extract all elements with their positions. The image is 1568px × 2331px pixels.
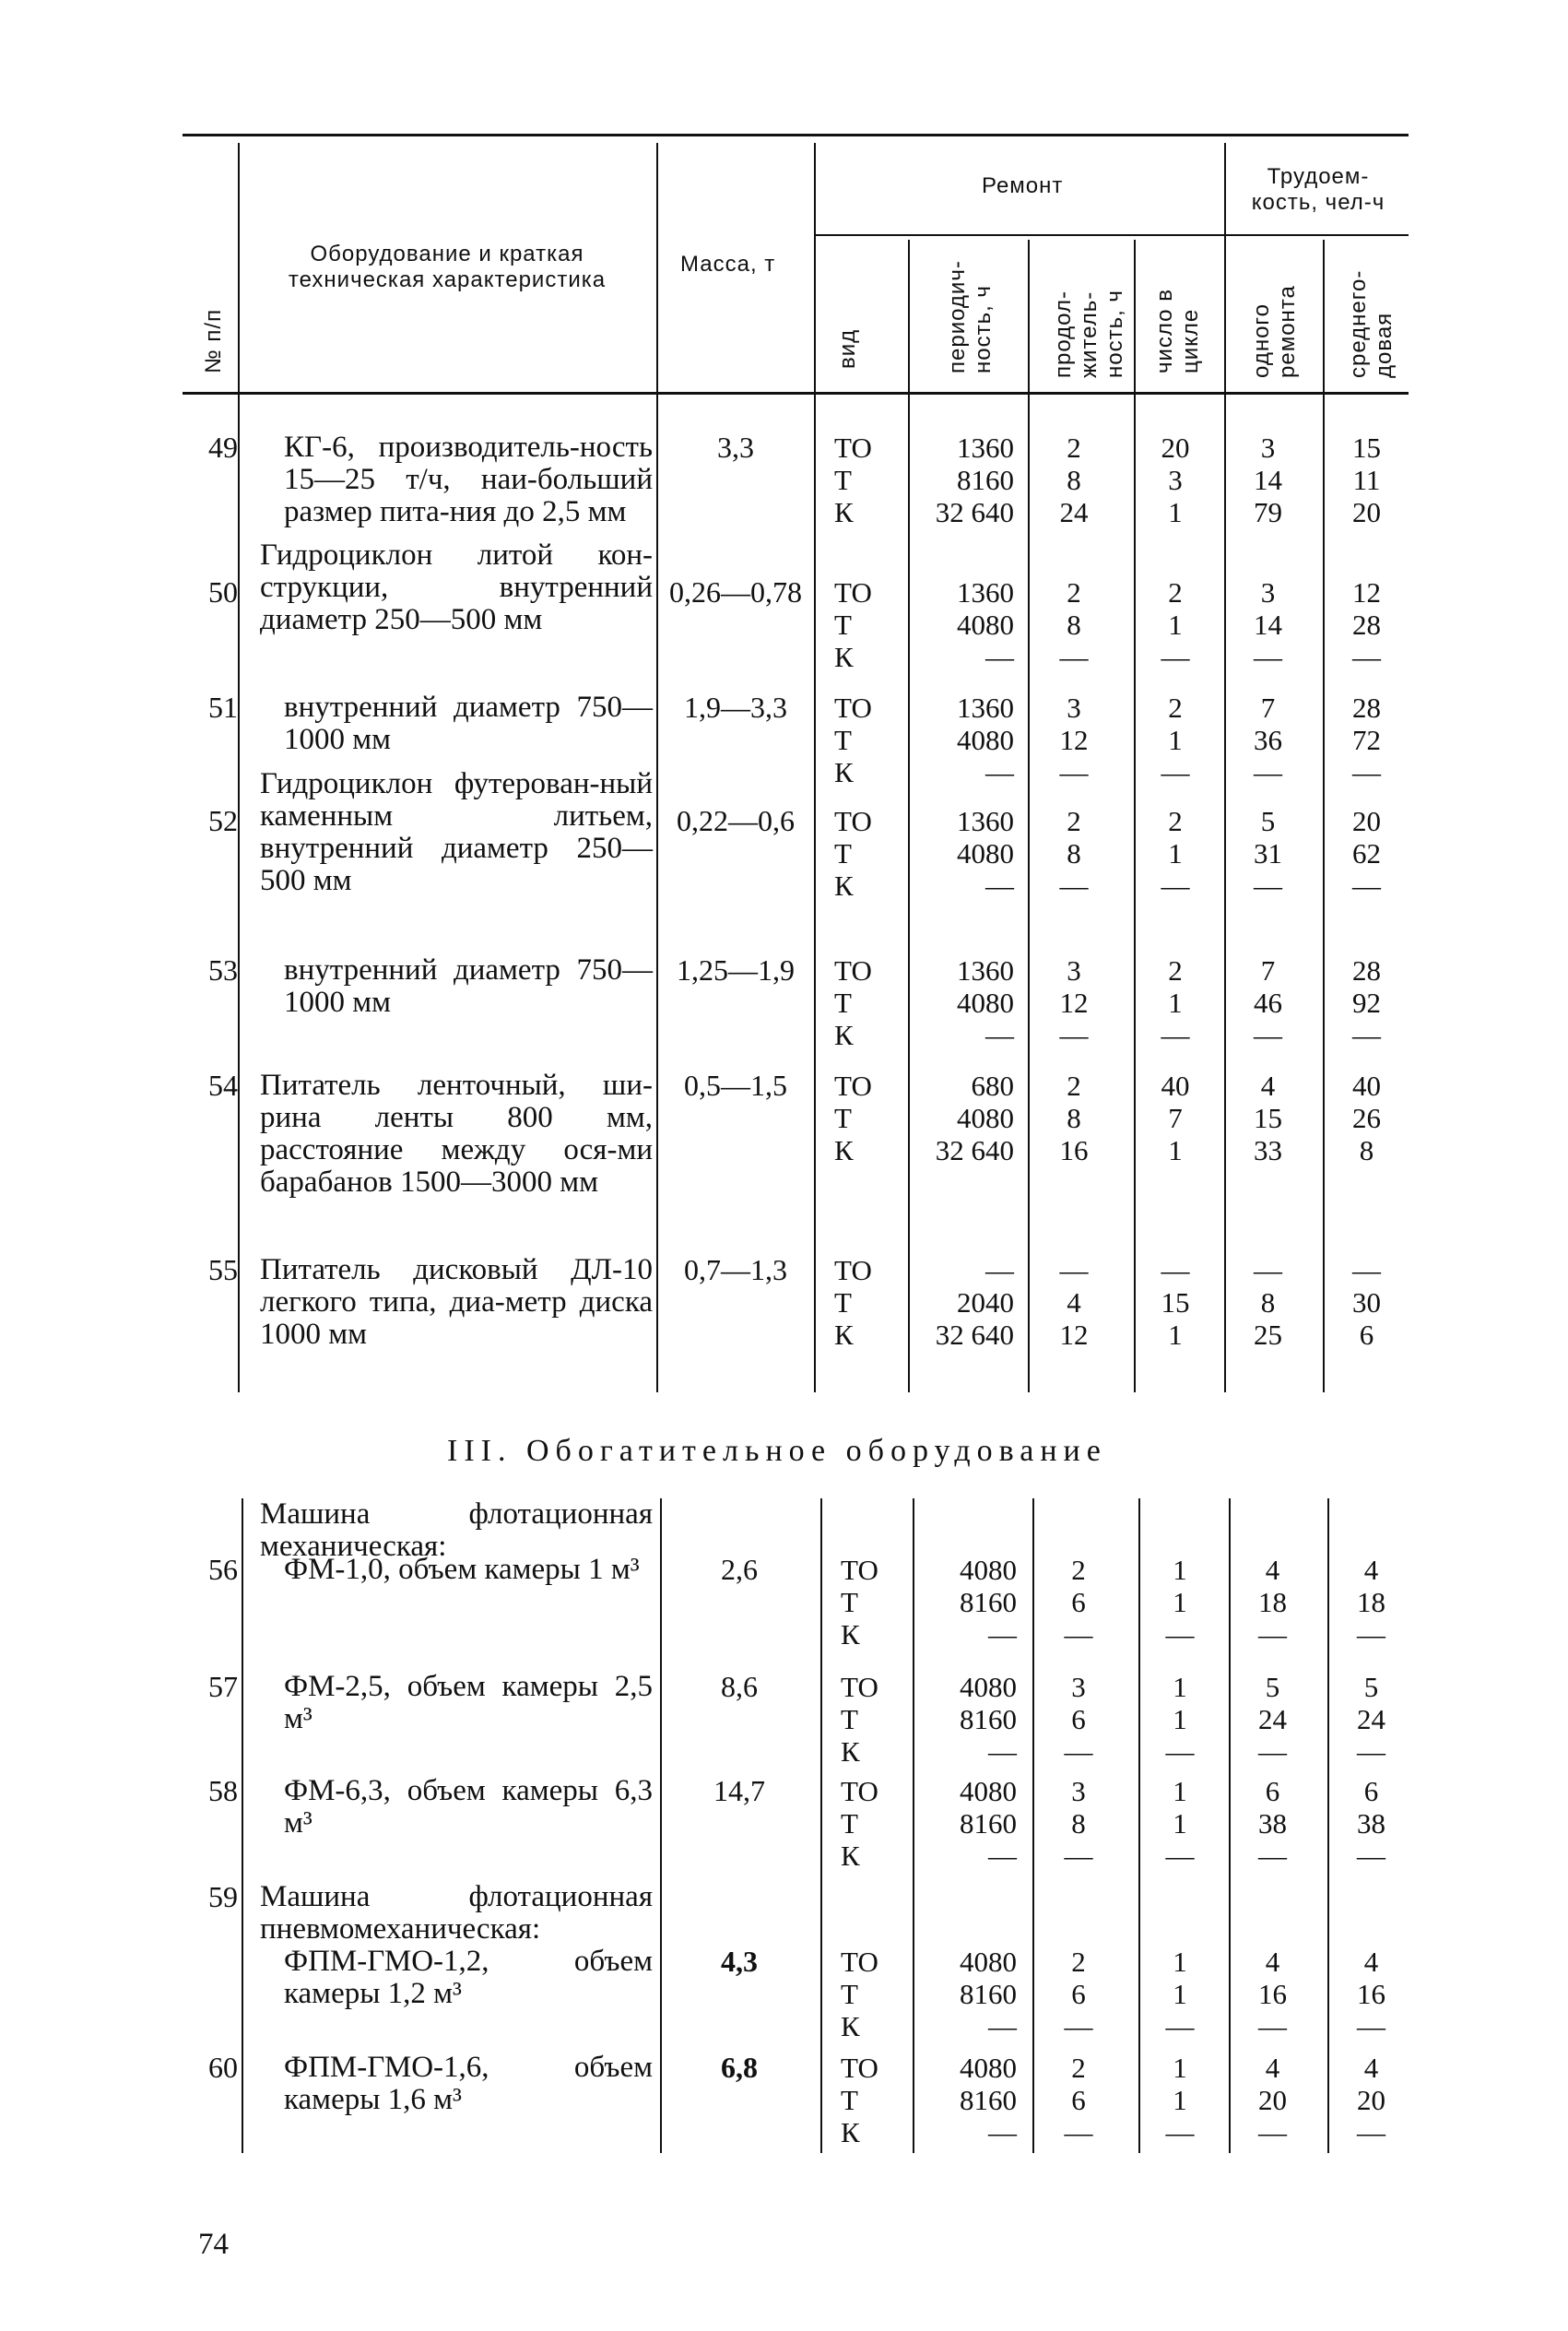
- cycle-count: —: [1161, 1019, 1190, 1051]
- repair-duration: 12: [1059, 724, 1089, 756]
- repair-period: 4080: [960, 1775, 1017, 1807]
- repair-period: —: [988, 2010, 1017, 2042]
- labor-single: 46: [1254, 987, 1282, 1019]
- repair-duration: 16: [1059, 1134, 1089, 1166]
- cycle-count: 1: [1168, 496, 1183, 528]
- equipment-description: ФПМ-ГМО-1,6, объем камеры 1,6 м³: [284, 2051, 653, 2116]
- repair-period: 8160: [960, 1807, 1017, 1840]
- row-number: 58: [208, 1774, 238, 1807]
- labor-single: 4: [1265, 1554, 1280, 1586]
- repair-period: —: [985, 756, 1014, 788]
- labor-avg: 8: [1359, 1134, 1374, 1166]
- repair-period: 4080: [957, 987, 1014, 1019]
- header-labor-text: Трудоем-кость, чел-ч: [1251, 164, 1385, 215]
- equipment-description: Питатель ленточный, ши-рина ленты 800 мм, расстояние между ося-ми барабанов 1500—3000 мм: [260, 1069, 653, 1199]
- col-sep: [820, 1498, 822, 2153]
- equipment-description: Машина флотационная механическая:: [260, 1497, 653, 1563]
- repair-type: К: [834, 1134, 854, 1166]
- repair-type: К: [841, 1735, 860, 1768]
- labor-avg: —: [1352, 756, 1381, 788]
- col-sep: [908, 240, 910, 1392]
- repair-duration: 6: [1071, 2084, 1086, 2116]
- labor-avg: —: [1357, 1618, 1385, 1651]
- header-labor: [1235, 164, 1401, 216]
- labor-avg: 5: [1363, 1671, 1379, 1703]
- labor-single: 3: [1260, 432, 1276, 464]
- repair-type: Т: [834, 464, 852, 496]
- section-title: III. Обогатительное оборудование: [447, 1434, 1107, 1468]
- row-number: 49: [208, 431, 238, 464]
- labor-avg: —: [1357, 2116, 1385, 2148]
- repair-type: К: [841, 2010, 860, 2042]
- repair-type: К: [834, 1319, 854, 1351]
- labor-single: 25: [1254, 1319, 1282, 1351]
- equipment-description: Питатель дисковый ДЛ-10 легкого типа, диа-метр диска 1000 мм: [260, 1253, 653, 1351]
- labor-single: 14: [1254, 464, 1282, 496]
- cycle-count: —: [1165, 1618, 1195, 1651]
- labor-avg: 30: [1352, 1286, 1381, 1319]
- repair-duration: 3: [1071, 1775, 1086, 1807]
- header-single: [1249, 249, 1301, 378]
- repair-type: К: [834, 756, 854, 788]
- labor-avg: 62: [1352, 837, 1381, 870]
- equipment-description: Гидроциклон футерован-ный каменным литьем, внутренний диаметр 250—500 мм: [260, 767, 653, 897]
- cycle-count: —: [1161, 756, 1190, 788]
- repair-period: —: [985, 870, 1014, 902]
- labor-single: —: [1258, 2116, 1287, 2148]
- repair-type: Т: [841, 1703, 858, 1735]
- row-number: 54: [208, 1069, 238, 1102]
- repair-duration: 3: [1071, 1671, 1086, 1703]
- cycle-count: —: [1165, 1840, 1195, 1872]
- labor-avg: —: [1357, 2010, 1385, 2042]
- repair-period: 4080: [960, 1554, 1017, 1586]
- labor-single: —: [1254, 641, 1282, 673]
- equipment-description: КГ-6, производитель-ность 15—25 т/ч, наи-больший размер пита-ния до 2,5 мм: [284, 431, 653, 528]
- repair-period: —: [985, 1019, 1014, 1051]
- col-sep: [1323, 240, 1325, 1392]
- col-sep: [656, 143, 658, 1392]
- col-sep: [660, 1498, 662, 2153]
- repair-period: 1360: [957, 692, 1014, 724]
- repair-duration: 8: [1067, 837, 1081, 870]
- repair-type: Т: [834, 609, 852, 641]
- labor-avg: 4: [1363, 1554, 1379, 1586]
- equipment-description: ФМ-6,3, объем камеры 6,3 м³: [284, 1774, 653, 1840]
- repair-type: ТО: [834, 692, 872, 724]
- labor-single: 5: [1260, 805, 1276, 837]
- labor-single: 15: [1254, 1102, 1282, 1134]
- repair-duration: 12: [1059, 987, 1089, 1019]
- repair-type: Т: [841, 1586, 858, 1618]
- repair-duration: 2: [1067, 432, 1081, 464]
- labor-single: 38: [1258, 1807, 1287, 1840]
- repair-period: 680: [971, 1070, 1014, 1102]
- labor-single: 4: [1260, 1070, 1276, 1102]
- cycle-count: —: [1161, 1254, 1190, 1286]
- repair-duration: 4: [1067, 1286, 1081, 1319]
- labor-single: 24: [1258, 1703, 1287, 1735]
- row-number: 57: [208, 1670, 238, 1703]
- repair-duration: 6: [1071, 1978, 1086, 2010]
- col-sep: [1032, 1498, 1034, 2153]
- col-sep: [1229, 1498, 1231, 2153]
- row-number: 53: [208, 953, 238, 987]
- repair-type: К: [834, 1019, 854, 1051]
- labor-avg: 72: [1352, 724, 1381, 756]
- header-single-text: одного ремонта: [1249, 285, 1300, 378]
- repair-duration: 2: [1071, 1554, 1086, 1586]
- row-number: 60: [208, 2051, 238, 2084]
- cycle-count: 1: [1173, 1703, 1187, 1735]
- repair-period: 1360: [957, 432, 1014, 464]
- labor-avg: —: [1352, 1019, 1381, 1051]
- equipment-description: ФПМ-ГМО-1,2, объем камеры 1,2 м³: [284, 1945, 653, 2010]
- repair-group-rule: [814, 234, 1409, 236]
- repair-type: ТО: [834, 1070, 872, 1102]
- header-repair: Ремонт: [982, 173, 1064, 198]
- repair-duration: —: [1059, 870, 1089, 902]
- repair-type: К: [834, 496, 854, 528]
- repair-period: 8160: [957, 464, 1014, 496]
- repair-duration: —: [1064, 1840, 1093, 1872]
- repair-period: 8160: [960, 1978, 1017, 2010]
- equipment-description: Машина флотационная пневмомеханическая:: [260, 1880, 653, 1946]
- repair-type: Т: [834, 837, 852, 870]
- repair-type: Т: [834, 1286, 852, 1319]
- header-type: вид: [835, 328, 860, 369]
- labor-avg: 4: [1363, 2052, 1379, 2084]
- mass-value: 0,22—0,6: [677, 804, 795, 837]
- labor-avg: —: [1357, 1735, 1385, 1768]
- header-duration: [1051, 249, 1128, 378]
- labor-single: 79: [1254, 496, 1282, 528]
- labor-single: 6: [1265, 1775, 1280, 1807]
- cycle-count: 7: [1168, 1102, 1183, 1134]
- repair-type: Т: [841, 1807, 858, 1840]
- repair-type: К: [841, 1618, 860, 1651]
- labor-avg: 26: [1352, 1102, 1381, 1134]
- labor-single: 18: [1258, 1586, 1287, 1618]
- cycle-count: —: [1165, 2116, 1195, 2148]
- cycle-count: 1: [1173, 2052, 1187, 2084]
- mass-value: 14,7: [713, 1774, 765, 1807]
- col-sep: [1224, 143, 1226, 1392]
- repair-duration: 8: [1071, 1807, 1086, 1840]
- repair-duration: 3: [1067, 692, 1081, 724]
- row-number: 50: [208, 575, 238, 609]
- repair-duration: 2: [1071, 1946, 1086, 1978]
- row-number: 59: [208, 1880, 238, 1913]
- repair-duration: —: [1059, 1254, 1089, 1286]
- labor-avg: 24: [1357, 1703, 1385, 1735]
- repair-period: —: [985, 1254, 1014, 1286]
- repair-type: ТО: [834, 432, 872, 464]
- cycle-count: 1: [1173, 1671, 1187, 1703]
- mass-value: 6,8: [721, 2051, 758, 2084]
- col-sep: [913, 1498, 914, 2153]
- repair-duration: —: [1059, 1019, 1089, 1051]
- repair-type: ТО: [834, 1254, 872, 1286]
- row-number: 52: [208, 804, 238, 837]
- repair-duration: 3: [1067, 954, 1081, 987]
- col-sep: [814, 143, 816, 1392]
- cycle-count: 1: [1173, 2084, 1187, 2116]
- labor-single: 36: [1254, 724, 1282, 756]
- repair-period: 1360: [957, 805, 1014, 837]
- labor-single: 5: [1265, 1671, 1280, 1703]
- repair-period: —: [988, 1618, 1017, 1651]
- repair-type: Т: [834, 987, 852, 1019]
- cycle-count: 1: [1173, 1554, 1187, 1586]
- labor-avg: —: [1352, 870, 1381, 902]
- header-no: № п/п: [201, 308, 226, 373]
- labor-avg: 4: [1363, 1946, 1379, 1978]
- repair-period: 2040: [957, 1286, 1014, 1319]
- cycle-count: 3: [1168, 464, 1183, 496]
- cycle-count: 2: [1168, 576, 1183, 609]
- labor-single: —: [1254, 1254, 1282, 1286]
- row-number: 55: [208, 1253, 238, 1286]
- header-equipment: [244, 242, 650, 293]
- repair-period: 4080: [957, 1102, 1014, 1134]
- repair-duration: —: [1064, 2010, 1093, 2042]
- repair-period: —: [985, 641, 1014, 673]
- repair-type: ТО: [834, 805, 872, 837]
- labor-avg: 12: [1352, 576, 1381, 609]
- header-period-text: периодич-ность, ч: [945, 260, 996, 373]
- cycle-count: 40: [1161, 1070, 1190, 1102]
- labor-avg: 28: [1352, 692, 1381, 724]
- labor-avg: —: [1357, 1840, 1385, 1872]
- labor-single: 16: [1258, 1978, 1287, 2010]
- col-sep: [238, 143, 240, 1392]
- labor-avg: 28: [1352, 609, 1381, 641]
- repair-type: Т: [834, 1102, 852, 1134]
- repair-period: —: [988, 1735, 1017, 1768]
- repair-duration: 6: [1071, 1703, 1086, 1735]
- repair-type: Т: [841, 1978, 858, 2010]
- labor-single: 7: [1260, 692, 1276, 724]
- labor-single: —: [1258, 2010, 1287, 2042]
- cycle-count: 1: [1173, 1978, 1187, 2010]
- table-top-rule: [183, 134, 1409, 136]
- repair-type: ТО: [834, 576, 872, 609]
- repair-period: —: [988, 2116, 1017, 2148]
- repair-type: ТО: [841, 2052, 878, 2084]
- labor-single: 7: [1260, 954, 1276, 987]
- labor-avg: 11: [1352, 464, 1381, 496]
- labor-single: 20: [1258, 2084, 1287, 2116]
- cycle-count: —: [1165, 2010, 1195, 2042]
- mass-value: 4,3: [721, 1945, 758, 1978]
- mass-value: 0,5—1,5: [684, 1069, 787, 1102]
- equipment-description: ФМ-1,0, объем камеры 1 м³: [284, 1553, 640, 1586]
- labor-avg: 38: [1357, 1807, 1385, 1840]
- labor-avg: 40: [1352, 1070, 1381, 1102]
- mass-value: 0,26—0,78: [669, 575, 802, 609]
- cycle-count: —: [1161, 870, 1190, 902]
- cycle-count: 1: [1168, 987, 1183, 1019]
- labor-single: 4: [1265, 2052, 1280, 2084]
- repair-period: 8160: [960, 1703, 1017, 1735]
- cycle-count: 1: [1173, 1946, 1187, 1978]
- labor-single: —: [1254, 1019, 1282, 1051]
- cycle-count: —: [1161, 641, 1190, 673]
- header-equipment-text: Оборудование и краткая техническая характеристика: [288, 242, 607, 292]
- repair-duration: —: [1064, 1735, 1093, 1768]
- labor-single: —: [1258, 1618, 1287, 1651]
- repair-duration: —: [1059, 641, 1089, 673]
- labor-avg: 20: [1352, 496, 1381, 528]
- repair-duration: 12: [1059, 1319, 1089, 1351]
- repair-type: К: [834, 641, 854, 673]
- equipment-description: внутренний диаметр 750—1000 мм: [284, 691, 653, 756]
- equipment-description: Гидроциклон литой кон-струкции, внутренний диаметр 250—500 мм: [260, 538, 653, 636]
- repair-duration: —: [1064, 1618, 1093, 1651]
- repair-type: К: [841, 2116, 860, 2148]
- cycle-count: 1: [1173, 1807, 1187, 1840]
- header-period: [945, 226, 996, 373]
- repair-period: 4080: [960, 1671, 1017, 1703]
- repair-period: —: [988, 1840, 1017, 1872]
- labor-avg: —: [1352, 641, 1381, 673]
- repair-duration: 24: [1059, 496, 1089, 528]
- repair-duration: 2: [1067, 576, 1081, 609]
- repair-period: 1360: [957, 576, 1014, 609]
- repair-period: 32 640: [935, 1319, 1014, 1351]
- labor-avg: 16: [1357, 1978, 1385, 2010]
- labor-avg: 6: [1359, 1319, 1374, 1351]
- labor-single: —: [1258, 1735, 1287, 1768]
- repair-period: 4080: [957, 724, 1014, 756]
- repair-duration: 8: [1067, 609, 1081, 641]
- labor-single: 33: [1254, 1134, 1282, 1166]
- repair-type: ТО: [841, 1775, 878, 1807]
- header-duration-text: продол-житель-ность, ч: [1051, 290, 1127, 378]
- repair-period: 4080: [957, 609, 1014, 641]
- cycle-count: 2: [1168, 692, 1183, 724]
- equipment-description: внутренний диаметр 750—1000 мм: [284, 953, 653, 1019]
- cycle-count: 1: [1168, 1319, 1183, 1351]
- row-number: 56: [208, 1553, 238, 1586]
- header-count: [1152, 244, 1204, 373]
- mass-value: 1,25—1,9: [677, 953, 795, 987]
- labor-single: —: [1254, 870, 1282, 902]
- mass-value: 2,6: [721, 1553, 758, 1586]
- mass-value: 3,3: [717, 431, 754, 464]
- labor-single: —: [1254, 756, 1282, 788]
- equipment-description: ФМ-2,5, объем камеры 2,5 м³: [284, 1670, 653, 1735]
- labor-single: 3: [1260, 576, 1276, 609]
- repair-type: ТО: [841, 1671, 878, 1703]
- repair-period: 4080: [960, 2052, 1017, 2084]
- repair-period: 4080: [960, 1946, 1017, 1978]
- repair-duration: 2: [1067, 805, 1081, 837]
- col-sep: [1028, 240, 1030, 1392]
- labor-avg: 20: [1357, 2084, 1385, 2116]
- labor-single: 14: [1254, 609, 1282, 641]
- cycle-count: 15: [1161, 1286, 1190, 1319]
- repair-duration: 2: [1071, 2052, 1086, 2084]
- repair-type: Т: [841, 2084, 858, 2116]
- labor-single: 8: [1260, 1286, 1276, 1319]
- labor-single: —: [1258, 1840, 1287, 1872]
- mass-value: 0,7—1,3: [684, 1253, 787, 1286]
- row-number: 51: [208, 691, 238, 724]
- mass-value: 8,6: [721, 1670, 758, 1703]
- repair-type: ТО: [834, 954, 872, 987]
- mass-value: 1,9—3,3: [684, 691, 787, 724]
- repair-period: 32 640: [935, 496, 1014, 528]
- cycle-count: 1: [1173, 1586, 1187, 1618]
- repair-duration: 2: [1067, 1070, 1081, 1102]
- cycle-count: 2: [1168, 805, 1183, 837]
- repair-duration: 8: [1067, 1102, 1081, 1134]
- col-sep: [1138, 1498, 1140, 2153]
- repair-period: 1360: [957, 954, 1014, 987]
- labor-avg: 92: [1352, 987, 1381, 1019]
- labor-avg: 15: [1352, 432, 1381, 464]
- header-count-text: число в цикле: [1152, 289, 1203, 373]
- labor-single: 4: [1265, 1946, 1280, 1978]
- col-sep: [1134, 240, 1136, 1392]
- repair-duration: —: [1059, 756, 1089, 788]
- header-mass: Масса, т: [680, 252, 776, 277]
- cycle-count: 1: [1173, 1775, 1187, 1807]
- labor-avg: —: [1352, 1254, 1381, 1286]
- cycle-count: —: [1165, 1735, 1195, 1768]
- page-number: 74: [198, 2228, 229, 2261]
- labor-avg: 18: [1357, 1586, 1385, 1618]
- header-avg-text: среднего-довая: [1346, 269, 1397, 378]
- repair-period: 4080: [957, 837, 1014, 870]
- cycle-count: 2: [1168, 954, 1183, 987]
- labor-avg: 28: [1352, 954, 1381, 987]
- repair-duration: —: [1064, 2116, 1093, 2148]
- repair-type: К: [834, 870, 854, 902]
- col-sep: [242, 1498, 243, 2153]
- cycle-count: 1: [1168, 609, 1183, 641]
- repair-type: ТО: [841, 1554, 878, 1586]
- cycle-count: 1: [1168, 1134, 1183, 1166]
- labor-avg: 6: [1363, 1775, 1379, 1807]
- cycle-count: 1: [1168, 837, 1183, 870]
- cycle-count: 1: [1168, 724, 1183, 756]
- repair-period: 8160: [960, 2084, 1017, 2116]
- col-sep: [1327, 1498, 1329, 2153]
- repair-type: Т: [834, 724, 852, 756]
- header-avg: [1346, 249, 1397, 378]
- repair-duration: 8: [1067, 464, 1081, 496]
- repair-type: К: [841, 1840, 860, 1872]
- labor-single: 31: [1254, 837, 1282, 870]
- repair-period: 8160: [960, 1586, 1017, 1618]
- repair-period: 32 640: [935, 1134, 1014, 1166]
- cycle-count: 20: [1161, 432, 1190, 464]
- repair-duration: 6: [1071, 1586, 1086, 1618]
- repair-type: ТО: [841, 1946, 878, 1978]
- labor-avg: 20: [1352, 805, 1381, 837]
